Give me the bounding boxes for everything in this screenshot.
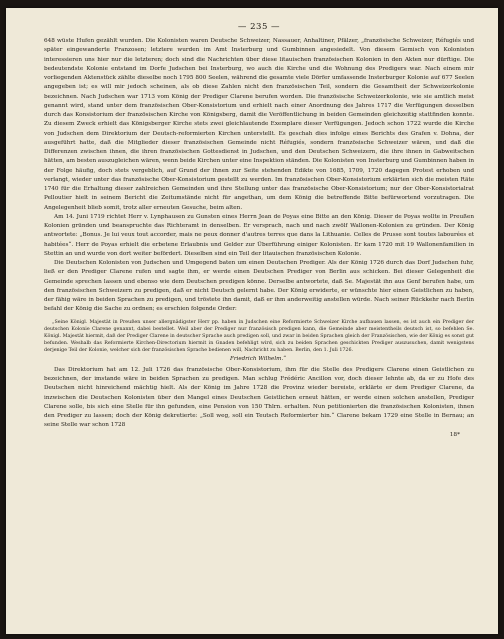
paragraph-3: Die Deutschen Kolonisten von Judschen und Umgegend baten um einen Deutschen Prediger. Als der König 1726 durch das Dorf Judschen fuhr, ließ er den Prediger Clarene rufen und sagte ihm, er werde einen Deutschen Prediger von Berlin aus schicken. Bei dieser Gelegenheit die Gemeinde sprechen lassen und ebenso wie dem Deutschen predigen könne. Derselbe antwortete, daß Se. Majestät ihn aus Genf berufen habe, um den französischen Schweizern zu predigen, daß er nicht Deutsch gelernt habe. Der König erwiderte, er wünschte hier einen Geistlichen zu haben, der fähig wäre in beiden Sprachen zu predigen, und tröstete ihn damit, daß er ihm anderweitig anstellen würde. Nach seiner Rückkehr nach Berlin befahl der König die Sache zu ordnen; es erschien folgende Order: <box>44 260 474 313</box>
paragraph-1: 648 wüste Hufen gezählt wurden. Die Kolonisten waren Deutsche Schweizer, Nassauer, Anhaltiner, Pfälzer, „französische Schweizer, Réfugiés und später eingewanderte Franzosen; letztere wurden im Amt Insterburg und Gumbinnen angesiedelt. Von diesem Gemisch von Kolonisten interessieren uns hier nur die letzteren; doch sind die Nachrichten über diese litauischen französischen Kolonien in den Akten nur dürftige. Die bedeutendste Kolonie entstand im Dorfe Judschen bei Insterburg, wo auch die Kirche und die Wohnung des Predigers war. Nach einem mir vorliegenden Aktenstück zählte dieselbe noch 1795 800 Seelen, während die gesamte viele Dörfer umfassende Insterburger Kolonie auf 677 Seelen angegeben ist; es will mir jedoch scheinen, als ob diese Zahlen nicht den französischen Teil, sondern die Gesamtheit der Schweizerkolonie bezeichnen. Nach Judschen war 1713 vom König der Prediger Clarene berufen worden. Die französische Schweizerkolonie, wie sie amtlich meist genannt wird, stand unter dem französischen Ober-Konsistorium und erhielt nach einer Anordnung des Jahres 1717 die Verfügungen desselben durch das Konsistorium der französischen Kirche von Königsberg, damit die Veröffentlichung in beiden Gemeinden gleichzeitig stattfinden konnte. Zu diesem Zweck erhielt das Königsberger Kirche stets zwei gleichlautende Exemplare dieser Verfügungen. Jedoch schon 1722 wurde die Kirche von Judschen dem Direktorium der Deutsch-reformierten Kirchen unterstellt. Es geschah dies infolge eines Berichts des Grafen v. Dohna, der ausgeführt hatte, daß die Mitglieder dieser französischen Gemeinde nicht Réfugiés, sondern französische Schweizer wären, und daß die Differenzen zwischen ihnen, die ihren französischen Gottesdienst in Judschen, und den Deutschen Schweizern, die ihre ihnen in Gabweitschen hätten, am besten auszugleichen wären, wenn beide Kirchen unter eine Inspektion ständen. Die Kolonisten von Insterburg und Gumbinnen haben in der Folge häufig, doch stets vergeblich, auf Grund der ihnen zur Seite stehenden Edikte von 1685, 1709, 1720 dagegen Protest erhoben und verlangt, wieder unter das französische Ober-Konsistorium gestellt zu werden. Im französischen Ober-Konsistorium erklärten sich die meisten Räte 1740 für die Erhaltung dieser zahlreichen Gemeinden und ihre Stellung unter das französische Ober-Konsistorium; nur der Ober-Konsistorialrat Pelloutier hielt in seinem Bericht die Zeitumstände nicht für angethan, um dem König die betreffende Bitte befürwortend vorzutragen. Die Angelegenheit blieb somit, trotz aller erneuten Gesuche, beim alten. <box>44 38 474 211</box>
page-number: — 235 — <box>237 22 281 32</box>
document-page <box>6 8 498 634</box>
page-content <box>44 22 474 438</box>
paragraph-2: Am 14. Juni 1719 richtet Herr v. Lynphausen zu Gunsten eines Herrn Jean de Poyas eine Bitte an den König. Dieser de Poyas wollte in Preußen Kolonien gründen und beanspruchte das Richteramt in denselben. Er versprach, nach und nach zwölf Wallonen-Kolonien zu gründen. Der König antwortete: „Bonus. Je lui veux tout accorder, mais ne peux donner d'autres terres que dans la Lithuanie. Celles de Prusse sont toutes labourées et habitées“. Herr de Poyas erhielt die erbetene Erlaubnis und Gelder zur Überführung einiger Kolonisten. Er kam 1720 mit 19 Wallonenfamilien in Stettin an und wurde von dort weiter befördert. Dieselben sind ein Teil der litauischen französischen Kolonie. <box>44 213 474 257</box>
royal-signature: Friedrich Wilhelm.“ <box>230 355 287 362</box>
royal-order-quote: „Seine Königl. Majestät in Preußen unser allergnädigster Herr pp. haben in Judschen eine Reformierte Schweizer Kirche aufbauen lassen, es ist auch ein Prediger der deutschen Kolonie Clarene genannt, dabei bestellet. Weil aber der Prediger nur französisch predigen kann, die Gemeinde aber meistentheils deutsch ist, so befehlen Se. Königl. Majestät hiermit, daß der Prediger Clarene in deutscher Sprache auch predigen soll, und zwar in beiden Sprachen gleich der Französischen, wie der König es sonst gut befunden. Weshalb das Reformierte Kirchen-Directorium hiermit in Gnaden befehligt wird, sich zu beiden Sprachen geschickten Prediger auszusuchen, damit wenigstens derjenige Teil der Kolonie, welcher sich der französischen Sprache bedienen will, Nachricht zu haben. Berlin, den 1. Juli 1726. <box>44 319 474 353</box>
signature-mark: 18* <box>449 431 460 438</box>
paragraph-4: Das Direktorium hat am 12. Juli 1726 das französische Ober-Konsistorium, ihm für die Stelle des Predigers Clarene einen Geistlichen zu bezeichnen, der imstande wäre in beiden Sprachen zu predigen. Man schlug Frédéric Ancillon vor, doch dieser lehnte ab, da er zu Hofe des Deutschen nicht hinreichend mächtig hielt. Als der König im Jahre 1728 die Provinz wieder bereiste, erklärte er dem Prediger Clarene, da inzwischen die Deutschen Kolonisten über den Mangel eines Deutschen Geistlichen erneut hätten, er werde einen solchen anstellen, Prediger Clarene solle, bis sich eine Stelle für ihn gefunden, eine Pension von 150 Thlrn. erhalten. Nun petitionierten die französischen Kolonisten, ihnen den Prediger zu lassen; doch der König dekretierte: „Soll weg, soll ein Teutsch Reformierter hin.“ Clarene bekam 1729 eine Stelle in Bernau; an seine Stelle war schon 1728 <box>44 366 474 429</box>
